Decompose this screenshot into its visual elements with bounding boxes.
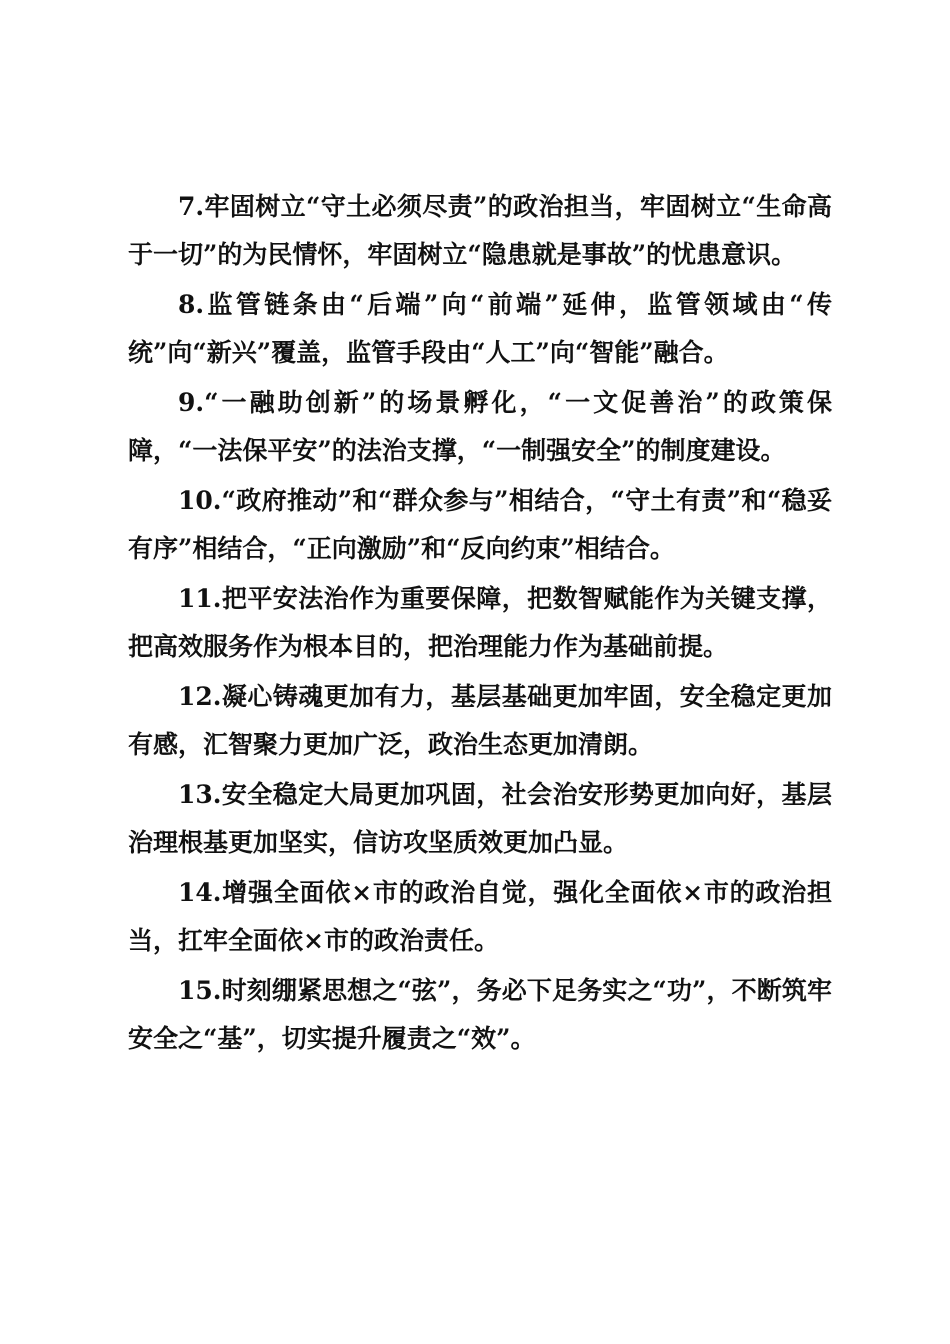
paragraph-item-8: 8.监管链条由“后端”向“前端”延伸，监管领域由“传统”向“新兴”覆盖，监管手段由“人工”向“智能”融合。 xyxy=(128,290,832,367)
paragraph-item-13: 13.安全稳定大局更加巩固，社会治安形势更加向好，基层治理根基更加坚实，信访攻坚质效更加凸显。 xyxy=(128,780,832,857)
paragraph-item-10: 10.“政府推动”和“群众参与”相结合，“守土有责”和“稳妥有序”相结合，“正向激励”和“反向约束”相结合。 xyxy=(128,486,832,563)
paragraph-item-12: 12.凝心铸魂更加有力，基层基础更加牢固，安全稳定更加有感，汇智聚力更加广泛，政治生态更加清朗。 xyxy=(128,682,832,759)
paragraph-item-15: 15.时刻绷紧思想之“弦”，务必下足务实之“功”，不断筑牢安全之“基”，切实提升履责之“效”。 xyxy=(128,976,832,1053)
paragraph-item-11: 11.把平安法治作为重要保障，把数智赋能作为关键支撑，把高效服务作为根本目的，把治理能力作为基础前提。 xyxy=(128,584,832,661)
paragraph-item-14: 14.增强全面依×市的政治自觉，强化全面依×市的政治担当，扛牢全面依×市的政治责任。 xyxy=(128,878,832,955)
document-body xyxy=(128,183,832,1065)
paragraph-item-7: 7.牢固树立“守土必须尽责”的政治担当，牢固树立“生命高于一切”的为民情怀，牢固树立“隐患就是事故”的忧患意识。 xyxy=(128,192,832,269)
paragraph-item-9: 9.“一融助创新”的场景孵化，“一文促善治”的政策保障，“一法保平安”的法治支撑，“一制强安全”的制度建设。 xyxy=(128,388,832,465)
